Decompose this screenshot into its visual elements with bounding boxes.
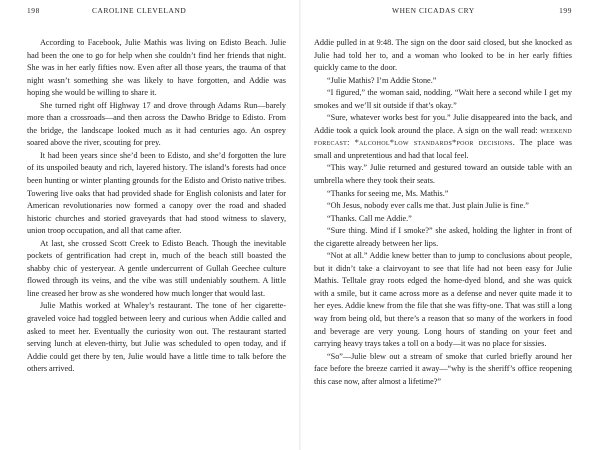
running-head-title: WHEN CICADAS CRY — [392, 6, 475, 15]
paragraph: “Oh Jesus, nobody ever calls me that. Just plain Julie is fine.” — [327, 201, 529, 211]
paragraph-text: “Sure, whatever works best for you.” Julie disappeared into the back, and Addie took a quick look around the place. A sign on the wall read: — [314, 113, 572, 135]
left-page-header — [27, 6, 286, 20]
sign-text: weekend forecast: *alcohol*low standards*poor decisions. — [314, 125, 572, 148]
paragraph: It had been years since she’d been to Edisto, and she’d forgotten the lure of its unspoiled beauty and rich, layered history. The island’s forests had once been hunting or winter planting grounds for the Edisto and Oristo native tribes. Towering live oaks that had provided shade for English colonists and later for American revolutionaries now formed a canopy over the road and shaded historic churches and storied graveyards that had stood witness to slavery, union troop occupation, and all that came after. — [27, 150, 286, 236]
paragraph: “Thanks for seeing me, Ms. Mathis.” — [327, 188, 449, 198]
paragraph: According to Facebook, Julie Mathis was living on Edisto Beach. Julie had been the one to go for help when she couldn’t find her friends that night. She was in her early fifties now. Even after all those years, the trauma of that night wasn’t something she was likely to have forgotten, and Addie was hoping she would be willing to share it. — [27, 38, 286, 98]
paragraph: Julie Mathis worked at Whaley’s restaurant. The tone of her cigarette-graveled voice had toggled between leery and curious when Addie called and asked to meet her. Eventually the curiosity won out. The restaurant started serving lunch at eleven-thirty, but Julie was scheduled to open today, and if Addie could get there by ten, Julie would have a little time to talk before the others arrived. — [27, 301, 286, 374]
paragraph: At last, she crossed Scott Creek to Edisto Beach. Though the inevitable pockets of gentrification had crept in, much of the beach still boasted the shabby chic of yesteryear. A gentle undercurrent of Gullah Geechee culture flowed through its veins, and the vibe was still undeniably southern. A little line creased her brow as she wondered how much longer that would last. — [27, 238, 286, 298]
paragraph: “I figured,” the woman said, nodding. “Wait here a second while I get my smokes and we’ll sit outside if that’s okay.” — [314, 88, 572, 110]
page-number-left: 198 — [27, 6, 40, 15]
right-page-body — [314, 37, 572, 388]
paragraph: Addie pulled in at 9:48. The sign on the door said closed, but she knocked as Julie had told her to, and a woman who looked to be in her early fifties quickly came to the door. — [314, 38, 572, 73]
right-page-header — [314, 6, 572, 20]
paragraph: “Thanks. Call me Addie.” — [327, 213, 412, 223]
page-number-right: 199 — [559, 6, 572, 15]
paragraph-text: The place was small and unpretentious and had that local feel. — [314, 138, 572, 160]
running-head-author: CAROLINE CLEVELAND — [92, 6, 187, 15]
paragraph: “Not at all.” Addie knew better than to jump to conclusions about people, but it didn’t take a clairvoyant to see that life had not been easy for Julie Mathis. Telltale gray roots edged the home-dyed blond, and she was quick with a smile, but it came across more as a defense and never quite made it to her eyes. Addie knew from the file that she was fifty-one. That was still a long way from being old, but there’s a reason that so many of the workers in food and beverage are very young. Long hours of standing on your feet and carrying heavy trays takes a toll on a body—it was no place for sissies. — [314, 251, 572, 349]
paragraph: “So”—Julie blew out a stream of smoke that curled briefly around her face before the breeze carried it away—“why is the sheriff’s office reopening this case now, after almost a lifetime?” — [314, 351, 572, 386]
paragraph: “Julie Mathis? I’m Addie Stone.” — [327, 75, 437, 85]
paragraph-with-sign — [314, 112, 572, 162]
paragraph: “This way.” Julie returned and gestured toward an outside table with an umbrella where they took their seats. — [314, 163, 572, 186]
left-page-body — [27, 37, 286, 376]
paragraph: “Sure thing. Mind if I smoke?” she asked, holding the lighter in front of the cigarette already between her lips. — [314, 226, 572, 248]
paragraph: She turned right off Highway 17 and drove through Adams Run—barely more than a crossroads—and then across the Dawho Bridge to Edisto. From the bridge, the landscape looked much as it had centuries ago. An osprey soared above the river, scouting for prey. — [27, 100, 286, 148]
right-page — [300, 0, 600, 450]
